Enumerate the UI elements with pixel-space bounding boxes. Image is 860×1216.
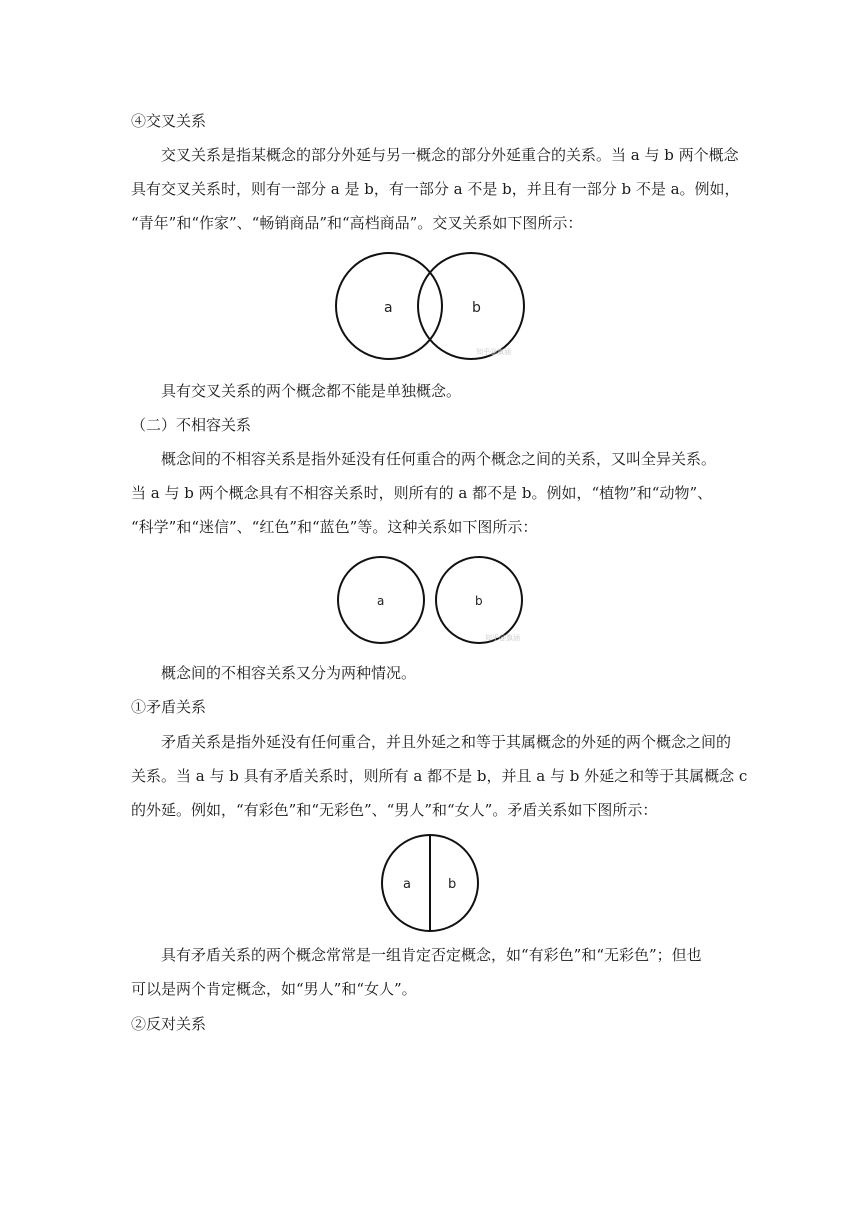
incompatible-heading: （二）不相容关系 bbox=[131, 416, 252, 434]
label-b: b bbox=[472, 300, 481, 316]
circle-b bbox=[418, 253, 524, 359]
intersect-paragraph-line: “青年”和“作家”、“畅销商品”和“高档商品”。交叉关系如下图所示： bbox=[131, 214, 583, 232]
intersect-heading: ④交叉关系 bbox=[131, 112, 207, 130]
intersect-venn-diagram bbox=[330, 248, 530, 366]
label-a: a bbox=[384, 300, 393, 316]
label-a: a bbox=[377, 594, 385, 608]
contradiction-paragraph-line: 矛盾关系是指外延没有任何重合，并且外延之和等于其属概念的外延的两个概念之间的 bbox=[161, 733, 732, 751]
label-b: b bbox=[448, 877, 457, 892]
incompatible-paragraph-line: 当 a 与 b 两个概念具有不相容关系时，则所有的 a 都不是 b。例如，“植物”和“动物”、 bbox=[131, 484, 713, 502]
contradiction-heading: ①矛盾关系 bbox=[131, 698, 207, 716]
intersect-paragraph-line: 交叉关系是指某概念的部分外延与另一概念的部分外延重合的关系。当 a 与 b 两个概念 bbox=[161, 146, 739, 164]
contradiction-diagram bbox=[376, 832, 484, 934]
label-b: b bbox=[475, 594, 483, 608]
intersect-note: 具有交叉关系的两个概念都不能是单独概念。 bbox=[161, 382, 462, 400]
incompatible-paragraph-line: “科学”和“迷信”、“红色”和“蓝色”等。这种关系如下图所示： bbox=[131, 518, 538, 536]
contradiction-paragraph-line: 的外延。例如，“有彩色”和“无彩色”、“男人”和“女人”。矛盾关系如下图所示： bbox=[131, 801, 658, 819]
contradiction-note-line: 可以是两个肯定概念，如“男人”和“女人”。 bbox=[131, 980, 417, 998]
disjoint-diagram bbox=[330, 552, 530, 648]
contradiction-paragraph-line: 关系。当 a 与 b 具有矛盾关系时，则所有 a 都不是 b，并且 a 与 b 外延之和等于其属概念 c bbox=[131, 767, 748, 785]
opposition-heading: ②反对关系 bbox=[131, 1015, 207, 1033]
incompatible-note: 概念间的不相容关系又分为两种情况。 bbox=[161, 664, 417, 682]
watermark: 知乎@旗涵 bbox=[485, 634, 520, 642]
incompatible-paragraph-line: 概念间的不相容关系是指外延没有任何重合的两个概念之间的关系，又叫全异关系。 bbox=[161, 450, 717, 468]
contradiction-note-line: 具有矛盾关系的两个概念常常是一组肯定否定概念，如“有彩色”和“无彩色”；但也 bbox=[161, 946, 702, 964]
label-a: a bbox=[403, 877, 411, 892]
intersect-paragraph-line: 具有交叉关系时，则有一部分 a 是 b，有一部分 a 不是 b，并且有一部分 b 不是 a。例如， bbox=[131, 180, 740, 198]
watermark: 知乎@旗涵 bbox=[476, 348, 511, 356]
